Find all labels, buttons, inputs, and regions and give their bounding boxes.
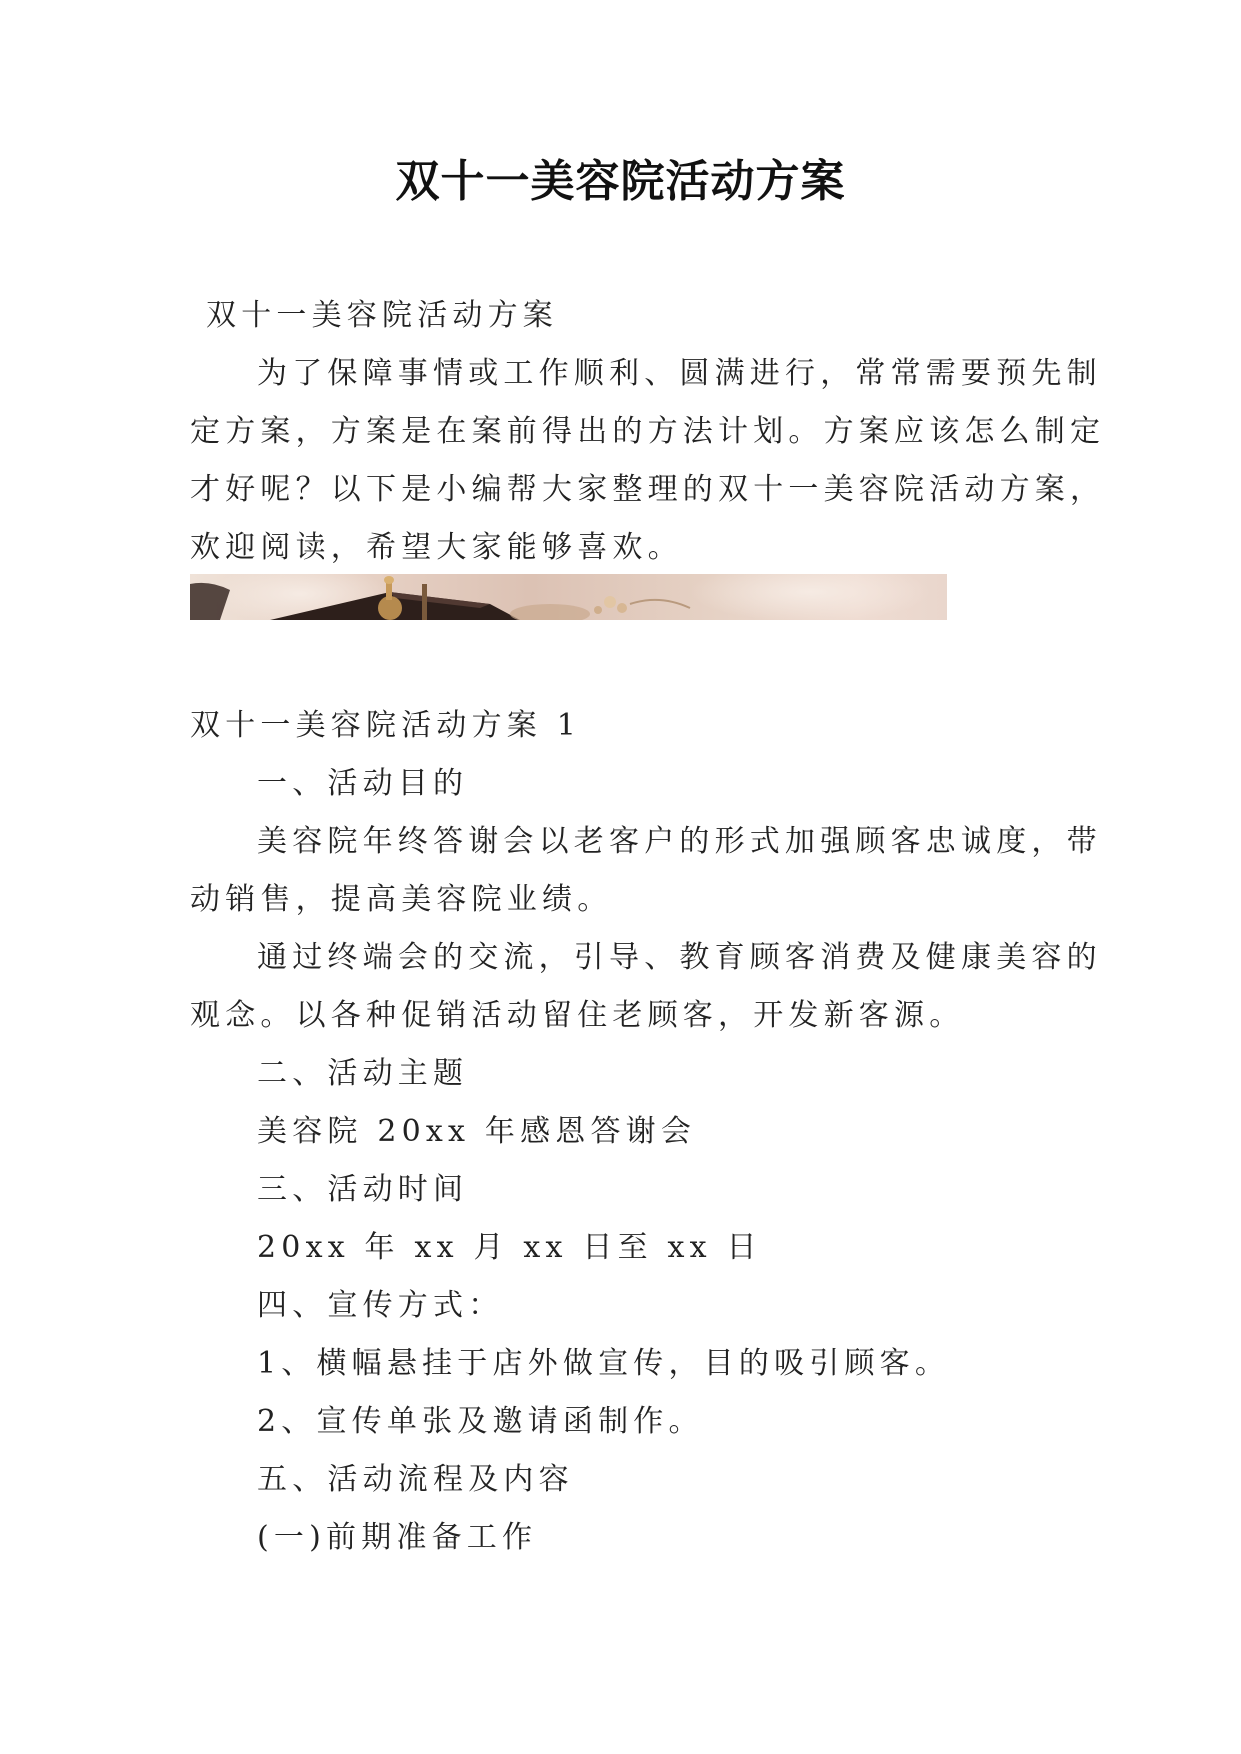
body-line: 动销售，提高美容院业绩。 <box>190 882 613 917</box>
body-line: 2、宣传单张及邀请函制作。 <box>257 1404 704 1439</box>
subsection-heading: 四、宣传方式： <box>257 1288 504 1323</box>
subsection-heading: 一、活动目的 <box>257 766 469 801</box>
body-line: 20xx 年 xx 月 xx 日至 xx 日 <box>257 1230 762 1265</box>
subsection-heading: 五、活动流程及内容 <box>257 1462 574 1497</box>
intro-paragraph-line: 定方案，方案是在案前得出的方法计划。方案应该怎么制定 <box>190 414 1106 449</box>
body-line: 美容院 20xx 年感恩答谢会 <box>257 1114 697 1149</box>
body-line: 通过终端会的交流，引导、教育顾客消费及健康美容的 <box>257 940 1102 975</box>
document-title: 双十一美容院活动方案 <box>395 156 846 207</box>
body-line: (一)前期准备工作 <box>257 1520 538 1555</box>
subsection-heading: 三、活动时间 <box>257 1172 469 1207</box>
intro-paragraph-line: 欢迎阅读，希望大家能够喜欢。 <box>190 530 683 565</box>
banner-image <box>190 574 947 620</box>
intro-paragraph-line: 才好呢？以下是小编帮大家整理的双十一美容院活动方案， <box>190 472 1106 507</box>
body-line: 美容院年终答谢会以老客户的形式加强顾客忠诚度，带 <box>257 824 1102 859</box>
body-line: 1、横幅悬挂于店外做宣传，目的吸引顾客。 <box>257 1346 951 1381</box>
section-heading: 双十一美容院活动方案 1 <box>190 708 582 743</box>
intro-heading: 双十一美容院活动方案 <box>206 298 558 333</box>
subsection-heading: 二、活动主题 <box>257 1056 469 1091</box>
body-line: 观念。以各种促销活动留住老顾客，开发新客源。 <box>190 998 965 1033</box>
intro-paragraph-line: 为了保障事情或工作顺利、圆满进行，常常需要预先制 <box>257 356 1102 391</box>
